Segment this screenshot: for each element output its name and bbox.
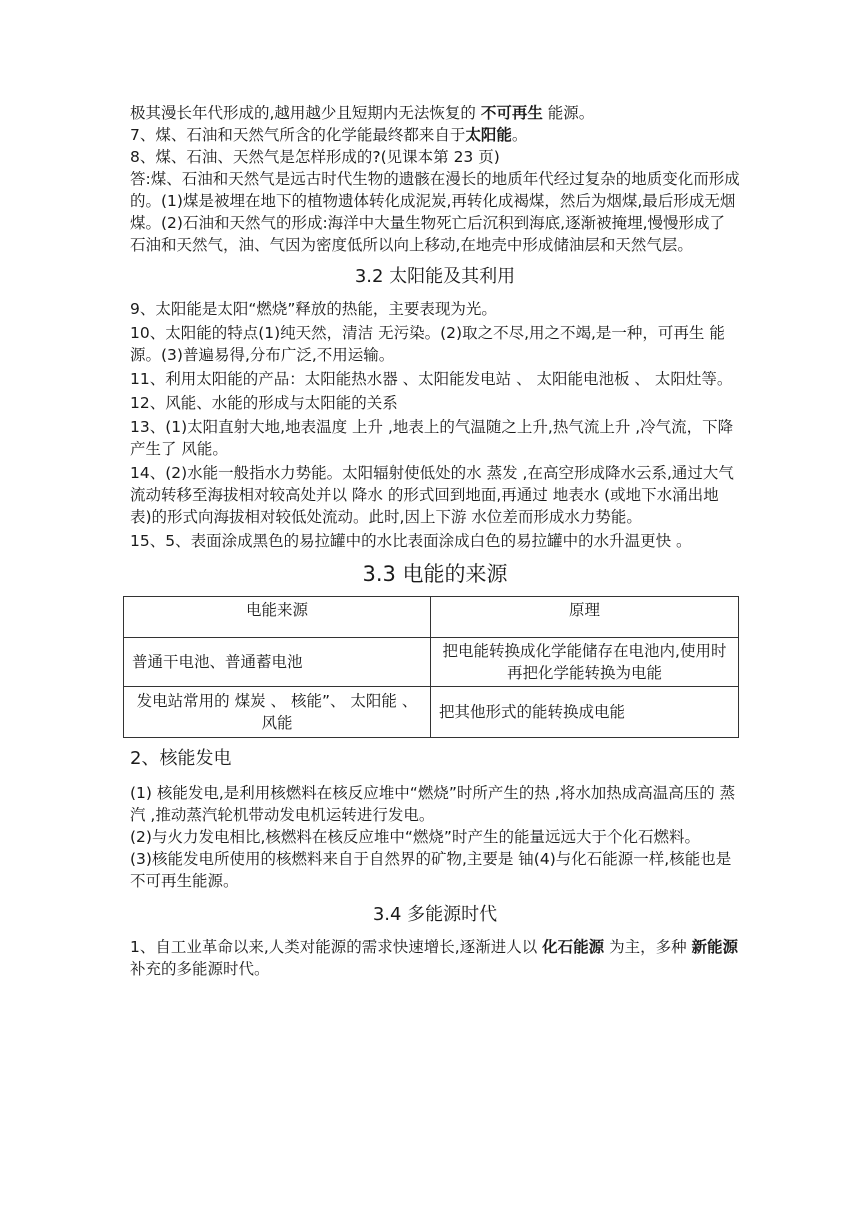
paragraph-13: 13、(1)太阳直射大地,地表温度 上升 ,地表上的气温随之上升,热气流上升 ,冷气流，下降产生了 风能。 bbox=[130, 418, 734, 458]
bold-term: 化石能源 bbox=[542, 938, 605, 956]
text: 。 bbox=[511, 126, 528, 144]
subsection-title-nuclear: 2、核能发电 bbox=[130, 748, 232, 769]
bold-term: 不可再生 bbox=[480, 104, 543, 122]
paragraph-multi-energy bbox=[130, 936, 740, 980]
energy-source-table bbox=[123, 596, 739, 738]
table-cell: 普通干电池、普通蓄电池 bbox=[124, 638, 431, 687]
paragraph-nuclear-1: (1) 核能发电,是利用核燃料在核反应堆中“燃烧”时所产生的热 ,将水加热成高温高压的 蒸汽 ,推动蒸汽轮机带动发电机运转进行发电。 bbox=[130, 784, 736, 824]
text: 为主，多种 bbox=[604, 938, 692, 956]
text: 1、自工业革命以来,人类对能源的需求快速增长,逐渐进人以 bbox=[130, 938, 543, 956]
text: 7、煤、石油和天然气所含的化学能最终都来自于 bbox=[130, 126, 466, 144]
section-title-3-3: 3.3 电能的来源 bbox=[362, 562, 508, 586]
table-header-row bbox=[124, 597, 739, 638]
table-header-cell: 原理 bbox=[431, 597, 739, 638]
paragraph-15: 15、5、表面涂成黑色的易拉罐中的水比表面涂成白色的易拉罐中的水升温更快 。 bbox=[130, 532, 692, 550]
bold-term: 新能源 bbox=[691, 938, 739, 956]
text: 补充的多能源时代。 bbox=[130, 960, 270, 978]
section-title-3-4: 3.4 多能源时代 bbox=[372, 904, 498, 925]
paragraph-nuclear-2: (2)与火力发电相比,核燃料在核反应堆中“燃烧”时产生的能量远远大于个化石燃料。 bbox=[130, 828, 700, 846]
paragraph-11: 11、利用太阳能的产品：太阳能热水器 、太阳能发电站 、 太阳能电池板 、 太阳灶等。 bbox=[130, 370, 733, 388]
section-title-3-2: 3.2 太阳能及其利用 bbox=[354, 266, 516, 287]
paragraph-answer: 答:煤、石油和天然气是远古时代生物的遗骸在漫长的地质年代经过复杂的地质变化而形成的。(1)煤是被埋在地下的植物遗体转化成泥炭,再转化成褐煤，然后为烟煤,最后形成无烟煤。(2)石油和天然气的形成:海洋中大量生物死亡后沉积到海底,逐渐被掩埋,慢慢形成了石油和天然气，油、气因为密度低所以向上移动,在地壳中形成储油层和天然气层。 bbox=[130, 170, 740, 254]
table-row bbox=[124, 687, 739, 738]
paragraph-nuclear-3: (3)核能发电所使用的核燃料来自于自然界的矿物,主要是 铀(4)与化石能源一样,核能也是不可再生能源。 bbox=[130, 850, 732, 890]
paragraph-14: 14、(2)水能一般指水力势能。太阳辐射使低处的水 蒸发 ,在高空形成降水云系,通过大气流动转移至海拔相对较高处并以 降水 的形式回到地面,再通过 地表水 (或地下水涌出地表)的形式向海拔相对较低处流动。此时,因上下游 水位差而形成水力势能。 bbox=[130, 464, 734, 526]
table-cell: 发电站常用的 煤炭 、 核能”、 太阳能 、 风能 bbox=[124, 687, 431, 738]
paragraph-12: 12、风能、水能的形成与太阳能的关系 bbox=[130, 394, 398, 412]
text: 极其漫长年代形成的,越用越少且短期内无法恢复的 bbox=[130, 104, 481, 122]
paragraph-7 bbox=[130, 124, 740, 146]
table-cell: 把其他形式的能转换成电能 bbox=[431, 687, 739, 738]
bold-term: 太阳能 bbox=[465, 126, 512, 144]
paragraph-9: 9、太阳能是太阳“燃烧”释放的热能，主要表现为光。 bbox=[130, 300, 497, 318]
page-content bbox=[130, 102, 740, 980]
text: 能源。 bbox=[542, 104, 595, 122]
table-row bbox=[124, 638, 739, 687]
paragraph-nonrenewable bbox=[130, 102, 740, 124]
paragraph-10: 10、太阳能的特点(1)纯天然，清洁 无污染。(2)取之不尽,用之不竭,是一种，可再生 能源。(3)普遍易得,分布广泛,不用运输。 bbox=[130, 324, 725, 364]
table-cell: 把电能转换成化学能储存在电池内,使用时再把化学能转换为电能 bbox=[431, 638, 739, 687]
paragraph-8: 8、煤、石油、天然气是怎样形成的?(见课本第 23 页) bbox=[130, 148, 500, 166]
table-header-cell: 电能来源 bbox=[124, 597, 431, 638]
